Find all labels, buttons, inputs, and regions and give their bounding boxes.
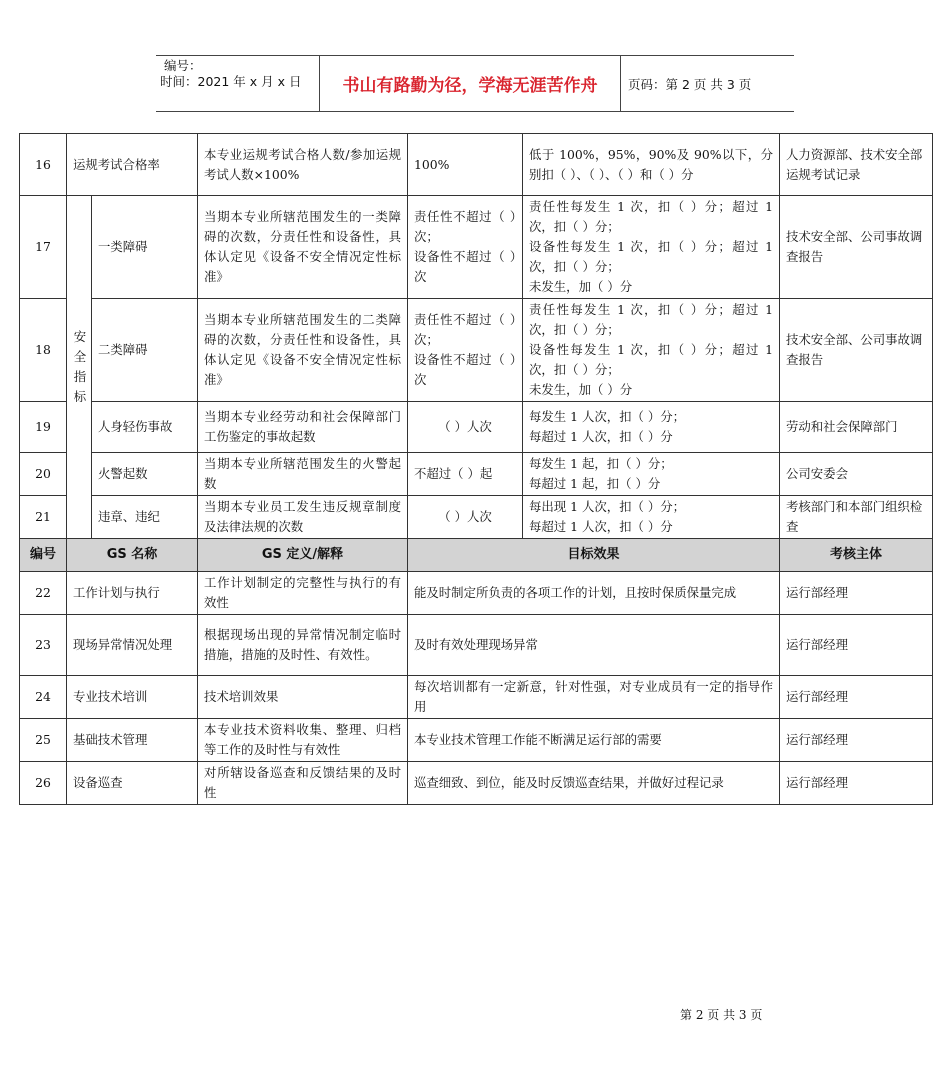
indicator-definition: 当期本专业所辖范围发生的二类障碍的次数，分责任性和设备性，具体认定见《设备不安全情况定性标准》 xyxy=(198,299,408,402)
table-row xyxy=(20,719,933,762)
gs-name: 基础技术管理 xyxy=(67,719,198,762)
indicator-definition: 本专业运规考试合格人数/参加运规考试人数×100% xyxy=(198,134,408,196)
row-number: 26 xyxy=(20,762,67,805)
category-label: 安全指标 xyxy=(73,329,87,404)
header-left-cell xyxy=(156,56,320,111)
page-footer: 第 2 页 共 3 页 xyxy=(680,1008,763,1022)
table-row xyxy=(20,615,933,676)
row-number: 23 xyxy=(20,615,67,676)
gs-name: 设备巡查 xyxy=(67,762,198,805)
indicator-name: 运规考试合格率 xyxy=(67,134,198,196)
table-header-row xyxy=(20,539,933,572)
data-source: 考核部门和本部门组织检查 xyxy=(780,496,933,539)
row-number: 25 xyxy=(20,719,67,762)
assessment-subject: 运行部经理 xyxy=(780,719,933,762)
gs-definition: 本专业技术资料收集、整理、归档等工作的及时性与有效性 xyxy=(198,719,408,762)
indicator-scoring: 每发生 1 起，扣（ ）分； 每超过 1 起，扣（ ）分 xyxy=(523,453,780,496)
data-source: 劳动和社会保障部门 xyxy=(780,402,933,453)
document-number-label: 编号： xyxy=(164,58,202,73)
indicator-name: 人身轻伤事故 xyxy=(92,402,198,453)
table-row xyxy=(20,676,933,719)
indicator-name: 二类障碍 xyxy=(92,299,198,402)
gs-name: 现场异常情况处理 xyxy=(67,615,198,676)
page-header xyxy=(156,55,794,112)
table-row xyxy=(20,134,933,196)
row-number: 16 xyxy=(20,134,67,196)
table-row xyxy=(20,402,933,453)
gs-name: 工作计划与执行 xyxy=(67,572,198,615)
data-source: 技术安全部、公司事故调查报告 xyxy=(780,196,933,299)
table-row xyxy=(20,453,933,496)
target-effect: 能及时制定所负责的各项工作的计划，且按时保质保量完成 xyxy=(408,572,780,615)
indicator-name: 违章、违纪 xyxy=(92,496,198,539)
row-number: 20 xyxy=(20,453,67,496)
header-motto: 书山有路勤为径，学海无涯苦作舟 xyxy=(320,56,621,111)
indicator-definition: 当期本专业员工发生违反规章制度及法律法规的次数 xyxy=(198,496,408,539)
header-number: 编号 xyxy=(20,539,67,572)
data-source: 公司安委会 xyxy=(780,453,933,496)
data-source: 技术安全部、公司事故调查报告 xyxy=(780,299,933,402)
assessment-subject: 运行部经理 xyxy=(780,615,933,676)
data-source: 人力资源部、技术安全部运规考试记录 xyxy=(780,134,933,196)
indicator-target: （ ）人次 xyxy=(408,402,523,453)
indicator-scoring: 低于 100%，95%，90%及 90%以下，分别扣（ ）、（ ）、（ ）和（ ）分 xyxy=(523,134,780,196)
target-effect: 巡查细致、到位，能及时反馈巡查结果，并做好过程记录 xyxy=(408,762,780,805)
indicator-definition: 当期本专业经劳动和社会保障部门工伤鉴定的事故起数 xyxy=(198,402,408,453)
indicator-scoring: 每发生 1 人次，扣（ ）分； 每超过 1 人次，扣（ ）分 xyxy=(523,402,780,453)
row-number: 17 xyxy=(20,196,67,299)
assessment-subject: 运行部经理 xyxy=(780,676,933,719)
indicator-scoring: 责任性每发生 1 次，扣（ ）分；超过 1 次，扣（ ）分； 设备性每发生 1 次，扣（ ）分；超过 1 次，扣（ ）分； 未发生，加（ ）分 xyxy=(523,299,780,402)
gs-name: 专业技术培训 xyxy=(67,676,198,719)
header-gs-definition: GS 定义/解释 xyxy=(198,539,408,572)
gs-definition: 根据现场出现的异常情况制定临时措施，措施的及时性、有效性。 xyxy=(198,615,408,676)
indicator-name: 一类障碍 xyxy=(92,196,198,299)
table-row xyxy=(20,762,933,805)
row-number: 21 xyxy=(20,496,67,539)
indicator-target: 不超过（ ）起 xyxy=(408,453,523,496)
header-page-number: 页码：第 2 页 共 3 页 xyxy=(628,76,752,92)
row-number: 24 xyxy=(20,676,67,719)
header-assessment-subject: 考核主体 xyxy=(780,539,933,572)
gs-definition: 工作计划制定的完整性与执行的有效性 xyxy=(198,572,408,615)
assessment-subject: 运行部经理 xyxy=(780,762,933,805)
indicator-definition: 当期本专业所辖范围发生的一类障碍的次数，分责任性和设备性，具体认定见《设备不安全情况定性标准》 xyxy=(198,196,408,299)
target-effect: 每次培训都有一定新意，针对性强，对专业成员有一定的指导作用 xyxy=(408,676,780,719)
header-target-effect: 目标效果 xyxy=(408,539,780,572)
indicator-definition: 当期本专业所辖范围发生的火警起数 xyxy=(198,453,408,496)
target-effect: 本专业技术管理工作能不断满足运行部的需要 xyxy=(408,719,780,762)
assessment-subject: 运行部经理 xyxy=(780,572,933,615)
header-gs-name: GS 名称 xyxy=(67,539,198,572)
table-row xyxy=(20,196,933,299)
gs-definition: 对所辖设备巡查和反馈结果的及时性 xyxy=(198,762,408,805)
table-row xyxy=(20,299,933,402)
indicator-target: 责任性不超过（ ）次； 设备性不超过（ ）次 xyxy=(408,196,523,299)
row-number: 18 xyxy=(20,299,67,402)
row-number: 22 xyxy=(20,572,67,615)
indicator-target: 责任性不超过（ ）次； 设备性不超过（ ）次 xyxy=(408,299,523,402)
indicator-scoring: 每出现 1 人次，扣（ ）分； 每超过 1 人次，扣（ ）分 xyxy=(523,496,780,539)
category-safety-indicators xyxy=(67,196,92,539)
indicator-scoring: 责任性每发生 1 次，扣（ ）分；超过 1 次，扣（ ）分； 设备性每发生 1 次，扣（ ）分；超过 1 次，扣（ ）分； 未发生，加（ ）分 xyxy=(523,196,780,299)
document-date: 时间：2021 年 x 月 x 日 xyxy=(160,74,302,89)
assessment-table xyxy=(19,133,933,805)
indicator-name: 火警起数 xyxy=(92,453,198,496)
target-effect: 及时有效处理现场异常 xyxy=(408,615,780,676)
indicator-target: （ ）人次 xyxy=(408,496,523,539)
row-number: 19 xyxy=(20,402,67,453)
table-row xyxy=(20,496,933,539)
gs-definition: 技术培训效果 xyxy=(198,676,408,719)
table-row xyxy=(20,572,933,615)
indicator-target: 100% xyxy=(408,134,523,196)
